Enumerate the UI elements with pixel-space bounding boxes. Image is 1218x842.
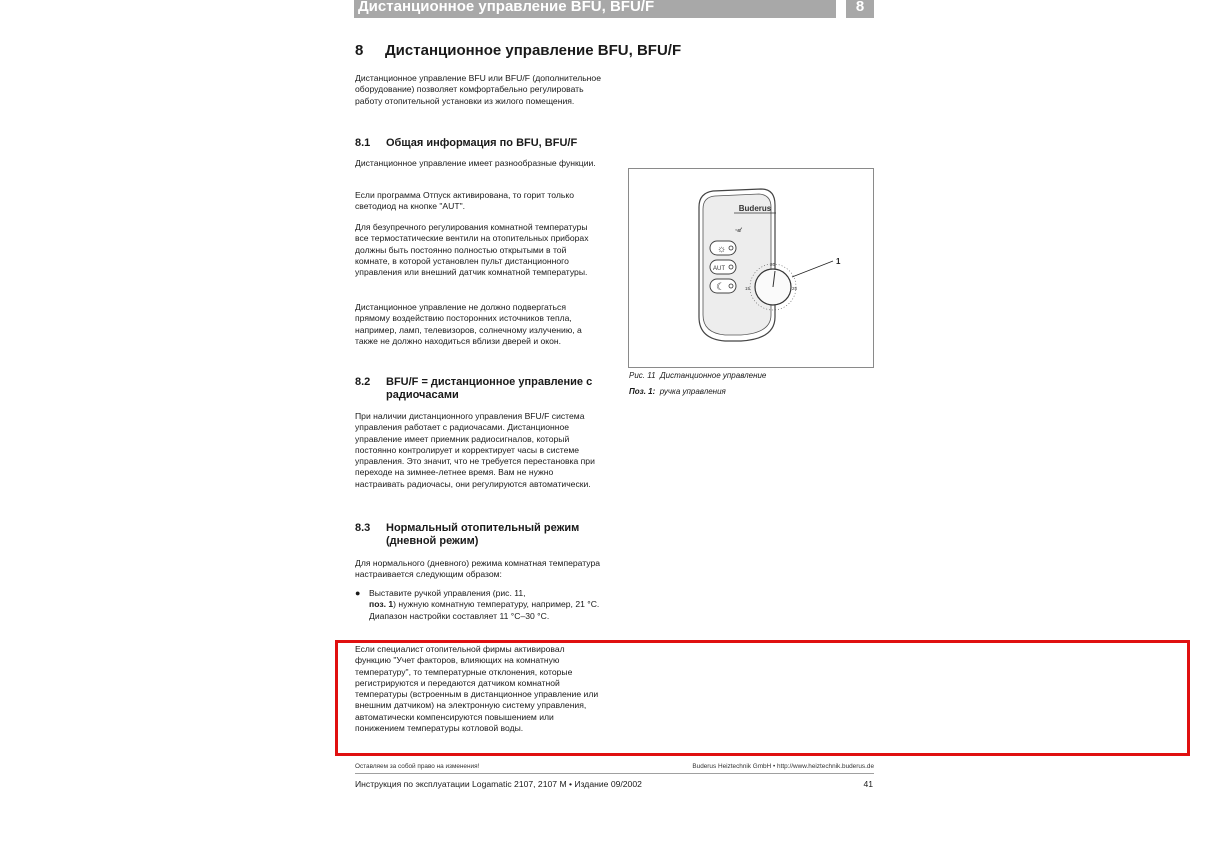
moon-icon: ☾ bbox=[716, 282, 725, 293]
section-title: Общая информация по BFU, BFU/F bbox=[386, 137, 578, 149]
chapter-title-text: Дистанционное управление BFU, BFU/F bbox=[385, 42, 682, 59]
chapter-title bbox=[355, 42, 681, 59]
sun-icon: ☼ bbox=[717, 244, 727, 255]
highlighted-paragraph: Если специалист отопительной фирмы активировал функцию "Учет факторов, влияющих на комнатную температуру", то температурные отклонения, которые регистрируются и передаются датчиком комнатной температуры (встроенным в дистанционное управление или внешним датчиком) на электронную систему управления, автоматически компенсируются повышением или понижением температуры котловой воды. bbox=[355, 644, 599, 734]
bullet-text: Выставите ручкой управления (рис. 11, bbox=[369, 588, 526, 598]
bullet-text: ) нужную комнатную температуру, например, 21 °C. bbox=[393, 599, 600, 610]
section-number: 8.3 bbox=[355, 522, 371, 534]
figure-caption bbox=[629, 370, 766, 381]
section-8-1-paragraph: Если программа Отпуск активирована, то горит только светодиод на кнопке "AUT". bbox=[355, 190, 574, 212]
caption-label: Рис. 11 bbox=[629, 371, 656, 380]
section-number: 8.1 bbox=[355, 137, 371, 149]
section-8-2-paragraph: При наличии дистанционного управления BFU/F система управления работает с радиочасами. Дистанционное управление имеет приемник радиосигналов, который постоянно контролирует и корректирует часы в системе управления. Это значит, что не требуется перестановка при переходе на зимнее-летнее время. Вам не нужно настраивать радиочасы, они регулируются автоматически. bbox=[355, 411, 595, 489]
dial-label: 20 bbox=[770, 262, 776, 267]
section-8-3-paragraph: Для нормального (дневного) режима комнатная температура настраивается следующим образом: bbox=[355, 558, 601, 580]
bullet-ref: поз. 1 bbox=[369, 599, 394, 610]
figure-position-legend bbox=[629, 386, 726, 397]
page-header-title: Дистанционное управление BFU, BFU/F bbox=[354, 0, 836, 18]
footer-manual-title: Инструкция по эксплуатации Logamatic 2107, 2107 M • Издание 09/2002 bbox=[355, 779, 642, 789]
intro-paragraph: Дистанционное управление BFU или BFU/F (дополнительное оборудование) позволяет комфортабельно регулировать работу отопительной установки из жилого помещения. bbox=[355, 73, 601, 106]
section-title: BFU/F = дистанционное управление с радиочасами bbox=[386, 376, 593, 401]
radio-icon: ◦𝒹 bbox=[735, 227, 742, 234]
section-8-1-paragraph: Дистанционное управление имеет разнообразные функции. bbox=[355, 158, 596, 168]
chapter-number: 8 bbox=[355, 42, 364, 59]
bullet-range: Диапазон настройки составляет 11 °C–30 °C. bbox=[369, 610, 550, 621]
remote-control-drawing bbox=[629, 169, 873, 367]
highlight-box bbox=[335, 640, 1190, 756]
section-number: 8.2 bbox=[355, 376, 371, 388]
aut-button-label: AUT bbox=[713, 266, 725, 272]
callout-label: 1 bbox=[836, 257, 841, 266]
section-title: Нормальный отопительный режим (дневной режим) bbox=[386, 522, 580, 547]
footer-company: Buderus Heiztechnik GmbH • http://www.heiztechnik.buderus.de bbox=[692, 763, 874, 770]
footer-divider bbox=[355, 773, 874, 774]
footer-rights: Оставляем за собой право на изменения! bbox=[355, 763, 480, 770]
bullet-icon: ● bbox=[355, 588, 361, 598]
callout-line bbox=[792, 261, 833, 277]
dial-label: 15 bbox=[745, 286, 751, 291]
brand-logo: Buderus bbox=[738, 204, 772, 213]
page-number: 41 bbox=[863, 779, 873, 789]
caption-text: Дистанционное управление bbox=[660, 371, 767, 380]
page-header-chapter-number: 8 bbox=[846, 0, 874, 18]
section-8-1-heading bbox=[355, 137, 605, 150]
instruction-list bbox=[355, 588, 603, 622]
figure-remote-control bbox=[628, 168, 874, 368]
section-8-1-paragraph: Для безупречного регулирования комнатной температуры все термостатические вентили на отопительных приборах должны быть постоянно полностью открытыми в той комнате, в которой установлен пульт дистанционного управления или внешний датчик комнатной температуры. bbox=[355, 222, 589, 278]
position-text: ручка управления bbox=[659, 387, 726, 396]
position-label: Поз. 1: bbox=[629, 387, 656, 396]
section-8-2-heading bbox=[355, 376, 605, 402]
section-8-1-paragraph: Дистанционное управление не должно подвергаться прямому воздействию посторонних источников тепла, например, ламп, телевизоров, солнечному излучению, а также не должно находиться вблизи дверей и окон. bbox=[355, 302, 582, 346]
section-8-3-heading bbox=[355, 522, 605, 548]
dial-label: 25 bbox=[792, 286, 798, 291]
list-item bbox=[355, 588, 603, 622]
